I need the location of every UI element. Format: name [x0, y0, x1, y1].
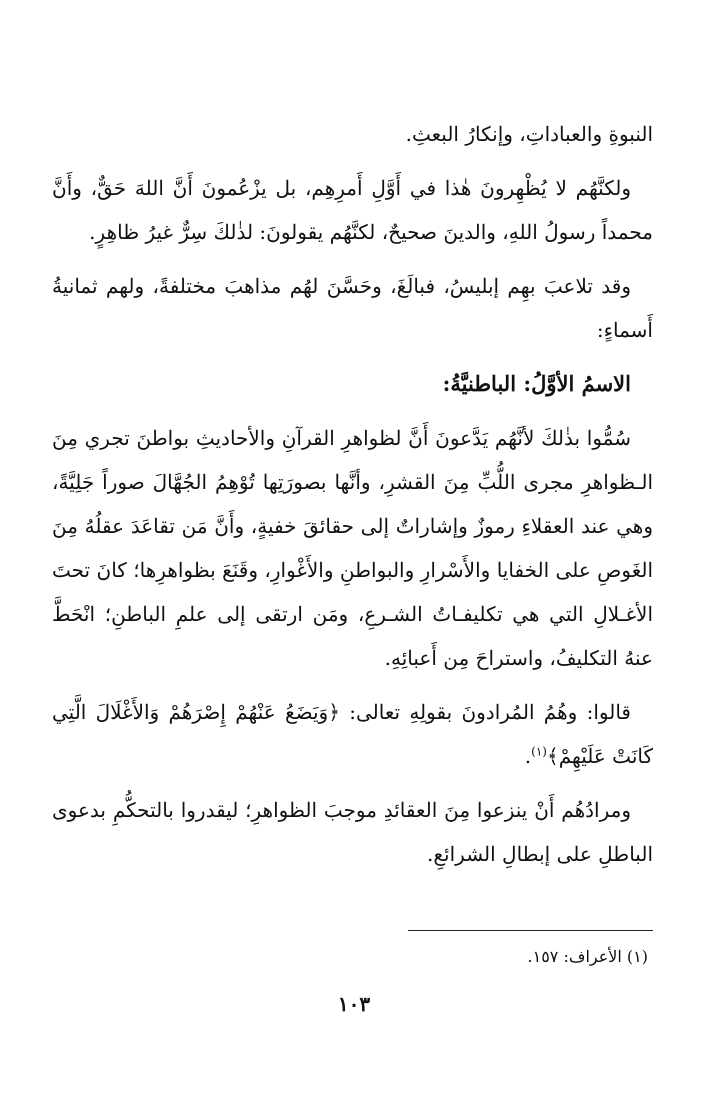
- quote-end: .: [524, 744, 532, 768]
- paragraph-names-intro: وقد تلاعبَ بهِم إبليسُ، فبالَغَ، وحَسَّنَ لهُم مذاهبَ مختلفةً، ولهم ثمانيةُ أَسماءٍ:: [52, 274, 653, 342]
- paragraph-batiniyya: سُمُّوا بذٰلكَ لأنَّهُم يَدَّعونَ أَنَّ لظواهرِ القرآنِ والأحاديثِ بواطنَ تجري مِنَ الـظواهرِ مجرى اللُّبِّ مِنَ القشرِ، وأنَّها بصورَتِها تُوْهِمُ الجُهَّالَ صوراً جَلِيَّةً، وهي عند العقلاءِ رموزٌ وإشاراتٌ إلى حقائقَ خفيةٍ، وأَنَّ مَن تقاعَدَ عقلُهُ مِنَ الغَوصِ على الخفايا والأَسْرارِ والبواطنِ والأَغْوارِ، وقَنَعَ بظواهرِها؛ كانَ تحتَ الأغـلالِ التي هي تكليفـاتُ الشـرعِ، ومَن ارتقى إلى علمِ الباطنِ؛ انْحَطَّ عنهُ التكليفُ، واستراحَ مِن أَعبائِهِ.: [52, 426, 653, 670]
- section-heading: الاسمُ الأوَّلُ: الباطنيَّةُ:: [442, 371, 631, 396]
- footnote: (١) الأعراف: ١٥٧.: [527, 947, 648, 966]
- paragraph-continuation: النبوةِ والعباداتِ، وإنكارُ البعثِ.: [405, 122, 653, 146]
- paragraph-quran-quote: [52, 690, 653, 778]
- quote-intro: قالوا: وهُمُ المُرادونَ بقولِهِ تعالى:: [349, 700, 631, 724]
- quran-verse: ﴿وَيَضَعُ عَنْهُمْ إِصْرَهُمْ وَالأَغْلَالَ الَّتِي كَانَتْ عَلَيْهِمْ﴾: [52, 700, 653, 768]
- footnote-separator: [408, 930, 653, 931]
- footnote-marker: (١): [531, 744, 547, 759]
- main-text: [52, 112, 653, 886]
- paragraph-claims: ولكنَّهُم لا يُظْهِرونَ هٰذا في أَوَّلِ أَمرِهِم، بل يزْعُمونَ أَنَّ اللهَ حَقٌّ، وأَنَّ محمداً رسولُ اللهِ، والدينَ صحيحٌ، لكنَّهُم يقولونَ: لذٰلكَ سِرٌّ غيرُ ظاهِرٍ.: [52, 176, 653, 244]
- paragraph-conclusion: ومرادُهُم أَنْ ينزعوا مِنَ العقائدِ موجبَ الظواهرِ؛ ليقدروا بالتحكُّمِ بدعوى الباطلِ على إبطالِ الشرائعِ.: [52, 798, 653, 866]
- page-number: ١٠٣: [337, 992, 371, 1016]
